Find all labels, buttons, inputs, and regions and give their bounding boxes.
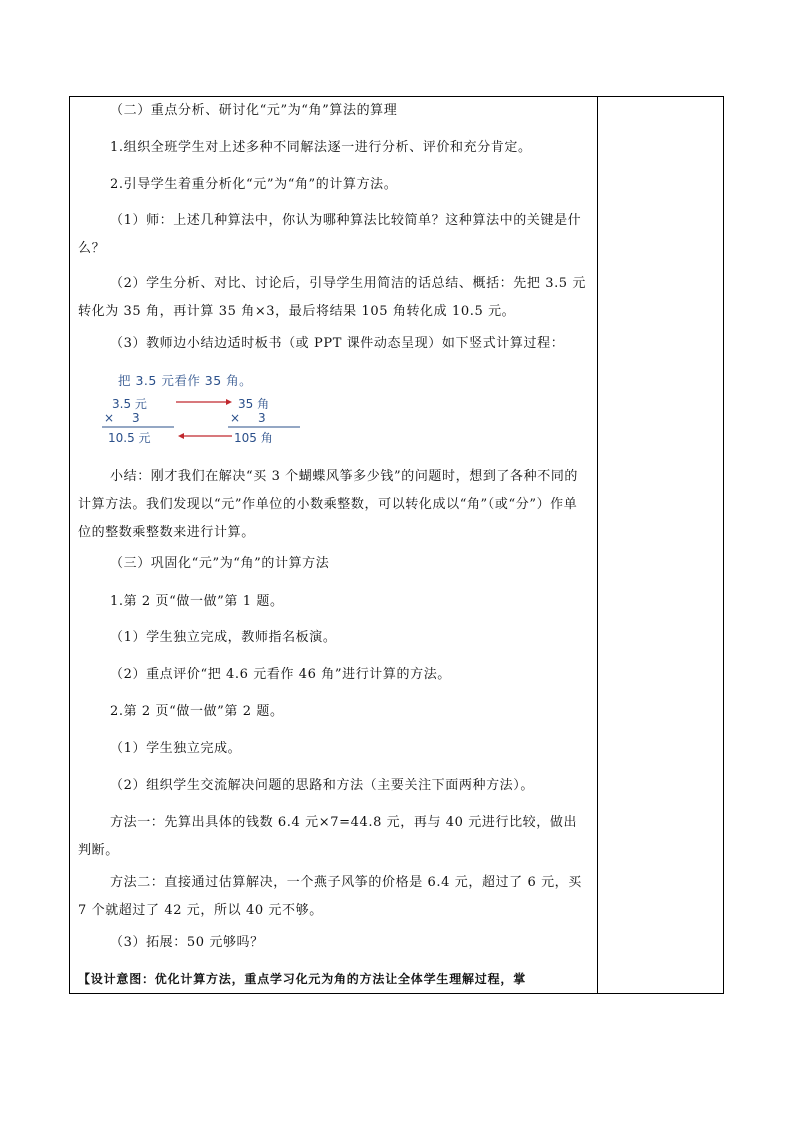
paragraph: （1）学生独立完成。	[110, 741, 242, 756]
paragraph: （2）组织学生交流解决问题的思路和方法（主要关注下面两种方法）。	[110, 778, 534, 793]
section-heading-2: （二）重点分析、研讨化“元”为“角”算法的算理	[110, 103, 398, 118]
calc-title: 把 3.5 元看作 35 角。	[118, 373, 253, 388]
summary-paragraph: 小结：刚才我们在解决“买 3 个蝴蝶风筝多少钱”的问题时，想到了各种不同的计算方法。我们发现以“元”作单位的小数乘整数，可以转化成以“角”（或“分”）作单位的整数乘整数来进行计算。	[78, 469, 579, 540]
calc-left-top: 3.5 元	[112, 397, 147, 411]
arrow-right-head	[226, 399, 232, 405]
calc-right-factor: 3	[258, 411, 266, 425]
method-one: 方法一：先算出具体的钱数 6.4 元×7=44.8 元，再与 40 元进行比较，做出判断。	[78, 815, 578, 858]
section-heading-3: （三）巩固化“元”为“角”的计算方法	[110, 556, 330, 571]
calc-left-mul: ×	[104, 411, 115, 425]
paragraph: 2.引导学生着重分析化“元”为“角”的计算方法。	[110, 177, 398, 192]
paragraph: （2）学生分析、对比、讨论后，引导学生用简洁的话总结、概括：先把 3.5 元转化为 35 角，再计算 35 角×3，最后将结果 105 角转化成 10.5 元。	[78, 276, 587, 319]
method-two: 方法二：直接通过估算解决，一个燕子风筝的价格是 6.4 元，超过了 6 元，买 7 个就超过了 42 元，所以 40 元不够。	[78, 875, 582, 918]
calc-left-factor: 3	[132, 411, 140, 425]
design-intent: 【设计意图：优化计算方法，重点学习化元为角的方法让全体学生理解过程，掌	[78, 972, 527, 986]
paragraph: （3）教师边小结边适时板书（或 PPT 课件动态呈现）如下竖式计算过程：	[110, 336, 565, 351]
calc-right-top: 35 角	[238, 397, 270, 411]
calc-left-result: 10.5 元	[108, 431, 151, 445]
vertical-calculation	[104, 371, 308, 451]
column-divider	[597, 97, 598, 993]
arrow-left-head	[178, 433, 184, 439]
lesson-table	[69, 96, 724, 994]
calc-right-mul: ×	[230, 411, 241, 425]
paragraph: （1）师：上述几种算法中，你认为哪种算法比较简单？这种算法中的关键是什么？	[78, 213, 582, 256]
paragraph: （2）重点评价“把 4.6 元看作 46 角”进行计算的方法。	[110, 667, 451, 682]
paragraph: （3）拓展：50 元够吗？	[110, 935, 264, 950]
paragraph: （1）学生独立完成，教师指名板演。	[110, 630, 337, 645]
paragraph: 2.第 2 页“做一做”第 2 题。	[110, 704, 284, 719]
paragraph: 1.第 2 页“做一做”第 1 题。	[110, 594, 284, 609]
paragraph: 1.组织全班学生对上述多种不同解法逐一进行分析、评价和充分肯定。	[110, 140, 532, 155]
calc-lines-svg	[98, 371, 338, 461]
calc-right-result: 105 角	[234, 431, 273, 445]
